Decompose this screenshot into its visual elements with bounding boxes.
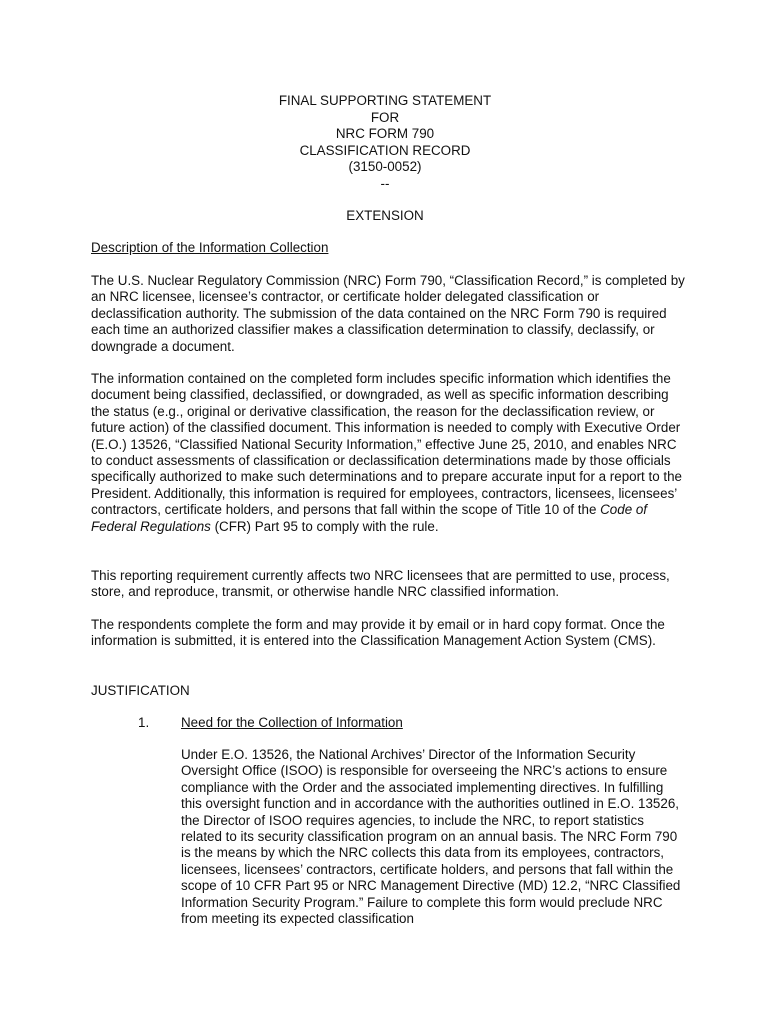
description-paragraph-2: The information contained on the completed form includes specific information which identifies the document being classified, declassified, or downgraded, as well as specific information describing the status (e.g., original or derivative classification, the reason for the declassification review, or future action) of the classified document. This information is needed to comply with Executive Order (E.O.) 13526, “Classified National Security Information,” effective June 25, 2010, and enables NRC to conduct assessments of classification or declassification determinations made by those officials specifically authorized to make such determinations and to prepare accurate input for a report to the President. Additionally, this information is required for employees, contractors, licensees, licensees’ contractors, certificate holders, and persons that fall within the scope of Title 10 of the Code of Federal Regulations (CFR) Part 95 to comply with the rule. — [91, 371, 683, 534]
title-line-4: CLASSIFICATION RECORD — [299, 142, 471, 158]
justification-heading: JUSTIFICATION — [91, 683, 190, 698]
description-paragraph-3: This reporting requirement currently affects two NRC licensees that are permitted to use, process, store, and reproduce, transmit, or otherwise handle NRC classified information. — [91, 568, 670, 600]
title-line-2: FOR — [370, 109, 400, 125]
description-paragraph-1: The U.S. Nuclear Regulatory Commission (NRC) Form 790, “Classification Record,” is completed by an NRC licensee, licensee’s contractor, or certificate holder delegated classification or declassification authority. The submission of the data contained on the NRC Form 790 is required each time an authorized classifier makes a classification determination to classify, declassify, or downgrade a document. — [91, 273, 685, 354]
description-heading: Description of the Information Collection — [91, 240, 329, 255]
title-line-5: (3150-0052) — [348, 159, 422, 174]
cfr-italic: Code of Federal Regulations — [91, 502, 648, 534]
item-1-number: 1. — [138, 715, 150, 730]
item-1-heading: Need for the Collection of Information — [181, 715, 403, 730]
extension-label: EXTENSION — [346, 208, 424, 223]
title-line-3: NRC FORM 790 — [335, 126, 435, 141]
title-line-6: -- — [380, 175, 390, 191]
title-block — [0, 93, 770, 192]
item-1-paragraph: Under E.O. 13526, the National Archives’ Director of the Information Security Oversight Office (ISOO) is responsible for overseeing the NRC’s actions to ensure compliance with the Order and the associated implementing directives. In fulfilling this oversight function and in accordance with the authorities outlined in E.O. 13526, the Director of ISOO requires agencies, to include the NRC, to report statistics related to its security classification program on an annual basis. The NRC Form 790 is the means by which the NRC collects this data from its employees, contractors, licensees, licensees’ contractors, certificate holders, and persons that fall within the scope of 10 CFR Part 95 or NRC Management Directive (MD) 12.2, “NRC Classified Information Security Program.” Failure to complete this form would preclude NRC from meeting its expected classification — [181, 747, 681, 927]
description-paragraph-4: The respondents complete the form and may provide it by email or in hard copy format. Once the information is submitted, it is entered into the Classification Management Action System (CMS). — [91, 617, 665, 649]
title-line-1: FINAL SUPPORTING STATEMENT — [278, 93, 492, 108]
